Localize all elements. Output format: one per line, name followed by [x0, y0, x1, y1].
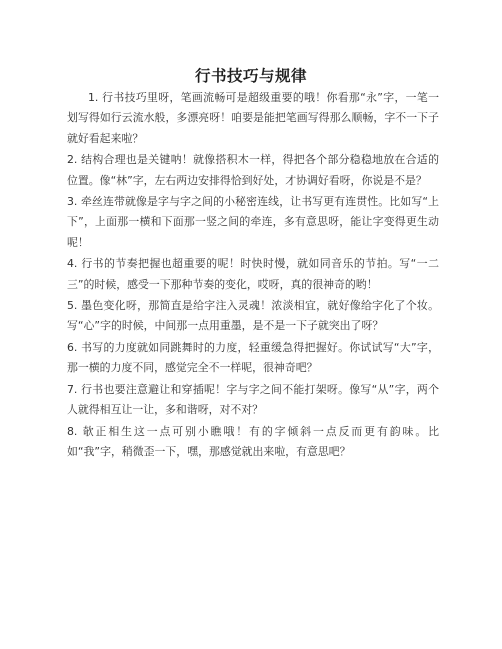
- paragraph-7: 7. 行书也要注意避让和穿插呢！字与字之间不能打架呀。像写“从”字，两个人就得相互让一让，多和谐呀，对不对？: [67, 382, 439, 417]
- paragraph-5: 5. 墨色变化呀，那简直是给字注入灵魂！浓淡相宜，就好像给字化了个妆。写“心”字的时候，中间那一点用重墨，是不是一下子就突出了呀？: [67, 299, 439, 333]
- paragraph-6: 6. 书写的力度就如同跳舞时的力度，轻重缓急得把握好。你试试写“大”字，那一横的力度不同，感觉完全不一样呢，很神奇吧？: [67, 340, 439, 375]
- paragraph-4: 4. 行书的节奏把握也超重要的呢！时快时慢，就如同音乐的节拍。写“一二三”的时候，感受一下那种节奏的变化，哎呀，真的很神奇的哟！: [67, 257, 439, 291]
- paragraph-1: 1. 行书技巧里呀，笔画流畅可是超级重要的哦！你看那“永”字，一笔一划写得如行云流水般，多漂亮呀！咱要是能把笔画写得那么顺畅，字不一下子就好看起来啦？: [67, 91, 439, 145]
- paragraph-2: 2. 结构合理也是关键呐！就像搭积木一样，得把各个部分稳稳地放在合适的位置。像“林”字，左右两边安排得恰到好处，才协调好看呀，你说是不是？: [67, 153, 439, 187]
- paragraph-8: 8. 欹正相生这一点可别小瞧哦！有的字倾斜一点反而更有韵味。比如“我”字，稍微歪一下，嘿，那感觉就出来啦，有意思吧？: [67, 424, 439, 458]
- paragraph-3: 3. 牵丝连带就像是字与字之间的小秘密连线，让书写更有连贯性。比如写“上下”，上面那一横和下面那一竖之间的牵连，多有意思呀，能让字变得更生动呢！: [67, 195, 439, 249]
- document-title: 行书技巧与规律: [194, 67, 307, 85]
- document-body: [67, 88, 439, 462]
